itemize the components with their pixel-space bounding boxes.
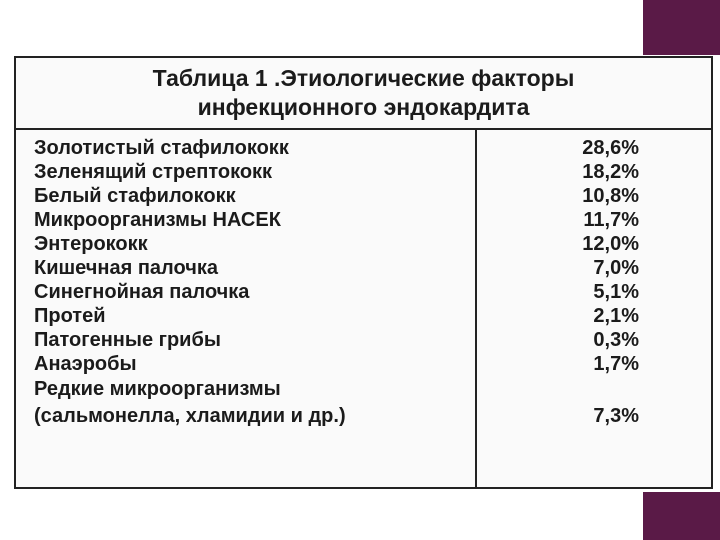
table-row bbox=[34, 304, 694, 328]
etiology-table bbox=[14, 56, 713, 489]
pathogen-percent: 7,0% bbox=[593, 257, 639, 279]
pathogen-percent: 11,7% bbox=[583, 209, 639, 231]
pathogen-name: Микроорганизмы НАСЕК bbox=[34, 209, 281, 231]
pathogen-percent: 18,2% bbox=[582, 161, 639, 183]
table-row bbox=[34, 256, 694, 280]
pathogen-name bbox=[34, 376, 479, 430]
slide-accent-bottom bbox=[643, 492, 720, 540]
slide-accent-top bbox=[643, 0, 720, 55]
pathogen-name: Протей bbox=[34, 305, 106, 327]
table-row bbox=[34, 160, 694, 184]
table-title-line-2: инфекционного эндокардита bbox=[197, 94, 530, 120]
pathogen-name: Зеленящий стрептококк bbox=[34, 161, 273, 183]
pathogen-percent: 1,7% bbox=[593, 353, 639, 375]
table-row bbox=[34, 352, 694, 376]
pathogen-percent: 2,1% bbox=[593, 305, 639, 327]
pathogen-name: Патогенные грибы bbox=[34, 329, 221, 351]
pathogen-percent: 0,3% bbox=[593, 329, 639, 351]
pathogen-name: Анаэробы bbox=[34, 353, 137, 375]
table-row bbox=[34, 136, 694, 160]
pathogen-name-line-2: (сальмонелла, хламидии и др.) bbox=[34, 405, 346, 427]
table-row bbox=[34, 184, 694, 208]
table-row bbox=[34, 232, 694, 256]
pathogen-name-line-1: Редкие микроорганизмы bbox=[34, 378, 281, 400]
pathogen-percent: 12,0% bbox=[582, 233, 639, 255]
table-title-line-1: Таблица 1 .Этиологические факторы bbox=[152, 65, 575, 91]
table-rows bbox=[34, 136, 694, 430]
pathogen-name: Белый стафилококк bbox=[34, 185, 236, 207]
pathogen-name: Золотистый стафилококк bbox=[34, 137, 289, 159]
table-row-rare-organisms bbox=[34, 376, 694, 430]
pathogen-name: Синегнойная палочка bbox=[34, 281, 250, 303]
pathogen-name: Энтерококк bbox=[34, 233, 148, 255]
table-body bbox=[16, 130, 711, 487]
table-row bbox=[34, 208, 694, 232]
pathogen-percent: 5,1% bbox=[593, 281, 639, 303]
table-row bbox=[34, 280, 694, 304]
table-row bbox=[34, 328, 694, 352]
table-title bbox=[16, 58, 711, 130]
pathogen-name: Кишечная палочка bbox=[34, 257, 218, 279]
pathogen-percent: 10,8% bbox=[582, 185, 639, 207]
pathogen-percent: 7,3% bbox=[593, 405, 639, 427]
pathogen-percent: 28,6% bbox=[582, 137, 639, 159]
